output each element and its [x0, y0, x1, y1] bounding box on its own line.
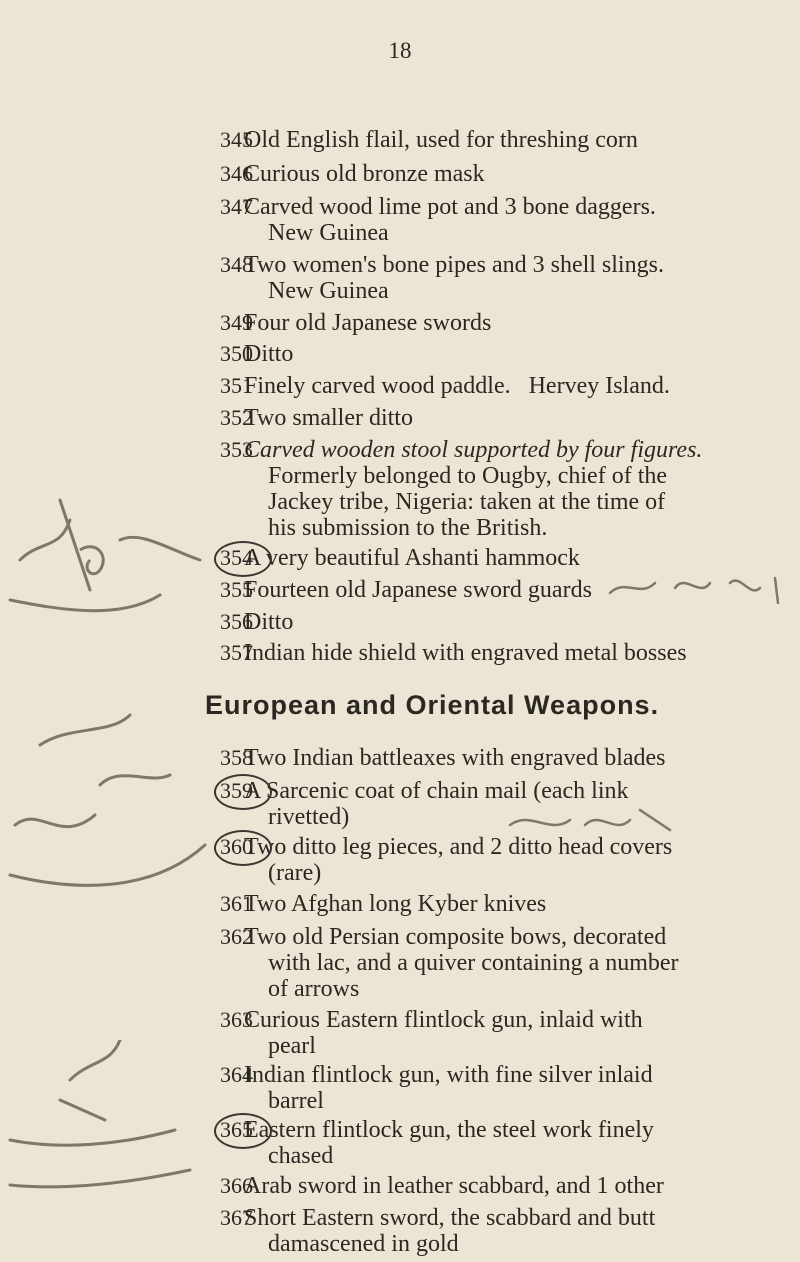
- desc-line: Curious old bronze mask: [244, 161, 485, 187]
- desc-line: New Guinea: [268, 220, 389, 246]
- desc-line: Arab sword in leather scabbard, and 1 other: [244, 1173, 664, 1199]
- lot-description: [244, 834, 784, 886]
- lot-description: [244, 127, 784, 153]
- lot-number: 355: [220, 577, 253, 602]
- lot-description: [244, 310, 784, 336]
- desc-line: rivetted): [268, 804, 350, 830]
- desc-line: of arrows: [268, 976, 360, 1002]
- desc-line: Two ditto leg pieces, and 2 ditto head covers: [244, 834, 673, 860]
- desc-line: barrel: [268, 1088, 324, 1114]
- desc-line: Carved wood lime pot and 3 bone daggers.: [244, 194, 656, 220]
- desc-line: Two Afghan long Kyber knives: [244, 891, 547, 917]
- section-heading: European and Oriental Weapons.: [205, 690, 660, 720]
- desc-line: A Sarcenic coat of chain mail (each link: [244, 778, 629, 804]
- lot-description: [244, 1062, 784, 1114]
- desc-line: pearl: [268, 1033, 316, 1059]
- desc-line: damascened in gold: [268, 1231, 459, 1257]
- lot-description: [244, 891, 784, 917]
- lot-description: [244, 341, 784, 367]
- lot-number: 347: [220, 194, 253, 219]
- lot-number: 364: [220, 1062, 253, 1087]
- desc-line: Two women's bone pipes and 3 shell slings.: [244, 252, 664, 278]
- lot-number: 348: [220, 252, 253, 277]
- lot-number: 358: [220, 745, 253, 770]
- pencil-circle-mark: [214, 1113, 272, 1149]
- lot-description: [244, 194, 784, 246]
- lot-number: 366: [220, 1173, 253, 1198]
- lot-number: 367: [220, 1205, 253, 1230]
- lot-description: [244, 437, 784, 541]
- lot-description: [244, 1117, 784, 1169]
- desc-line: Finely carved wood paddle. Hervey Island.: [244, 373, 670, 399]
- lot-number: 346: [220, 161, 253, 186]
- desc-line: A very beautiful Ashanti hammock: [244, 545, 580, 571]
- desc-line: chased: [268, 1143, 334, 1169]
- desc-line: Ditto: [244, 341, 294, 367]
- lot-description: [244, 924, 784, 1002]
- lot-description: [244, 640, 784, 666]
- desc-line: Fourteen old Japanese sword guards: [244, 577, 592, 603]
- desc-line: Ditto: [244, 609, 294, 635]
- desc-line: Eastern flintlock gun, the steel work finely: [244, 1117, 654, 1143]
- lot-description: [244, 609, 784, 635]
- pencil-scribble-right: [500, 800, 680, 840]
- lot-number: 359: [220, 778, 253, 803]
- desc-line: Indian hide shield with engraved metal bosses: [244, 640, 687, 666]
- pencil-scribble-left: [0, 480, 230, 630]
- lot-description: [244, 161, 784, 187]
- pencil-scribble-right: [600, 568, 790, 608]
- lot-number: 350: [220, 341, 253, 366]
- desc-line: Jackey tribe, Nigeria: taken at the time of: [268, 489, 666, 515]
- lot-number: 360: [220, 834, 253, 859]
- desc-line: New Guinea: [268, 278, 389, 304]
- lot-number: 354: [220, 545, 253, 570]
- pencil-scribble-left: [0, 1040, 220, 1200]
- desc-line: Curious Eastern flintlock gun, inlaid with: [244, 1007, 643, 1033]
- desc-line: Two Indian battleaxes with engraved blades: [244, 745, 666, 771]
- lot-description: [244, 1205, 784, 1257]
- desc-line: Old English flail, used for threshing corn: [244, 127, 638, 153]
- lot-number: 356: [220, 609, 253, 634]
- desc-line: Carved wooden stool supported by four figures.: [244, 437, 703, 463]
- lot-number: 349: [220, 310, 253, 335]
- desc-line: (rare): [268, 860, 322, 886]
- desc-line: Formerly belonged to Ougby, chief of the: [268, 463, 668, 489]
- desc-line: his submission to the British.: [268, 515, 548, 541]
- lot-number: 361: [220, 891, 253, 916]
- lot-number: 353: [220, 437, 253, 462]
- lot-number: 357: [220, 640, 253, 665]
- pencil-scribble-left: [0, 705, 230, 915]
- desc-line: Four old Japanese swords: [244, 310, 492, 336]
- lot-description: [244, 745, 784, 771]
- lot-number: 365: [220, 1117, 253, 1142]
- lot-description: [244, 373, 784, 399]
- desc-line: Indian flintlock gun, with fine silver inlaid: [244, 1062, 653, 1088]
- lot-number: 351: [220, 373, 253, 398]
- lot-number: 363: [220, 1007, 253, 1032]
- desc-line: Two smaller ditto: [244, 405, 413, 431]
- lot-description: [244, 1007, 784, 1059]
- lot-number: 345: [220, 127, 253, 152]
- page-number: 18: [388, 38, 412, 63]
- desc-line: Short Eastern sword, the scabbard and butt: [244, 1205, 656, 1231]
- lot-number: 362: [220, 924, 253, 949]
- lot-description: [244, 252, 784, 304]
- desc-line: with lac, and a quiver containing a number: [268, 950, 679, 976]
- lot-description: [244, 1173, 784, 1199]
- lot-number: 352: [220, 405, 253, 430]
- lot-description: [244, 405, 784, 431]
- desc-line: Two old Persian composite bows, decorated: [244, 924, 667, 950]
